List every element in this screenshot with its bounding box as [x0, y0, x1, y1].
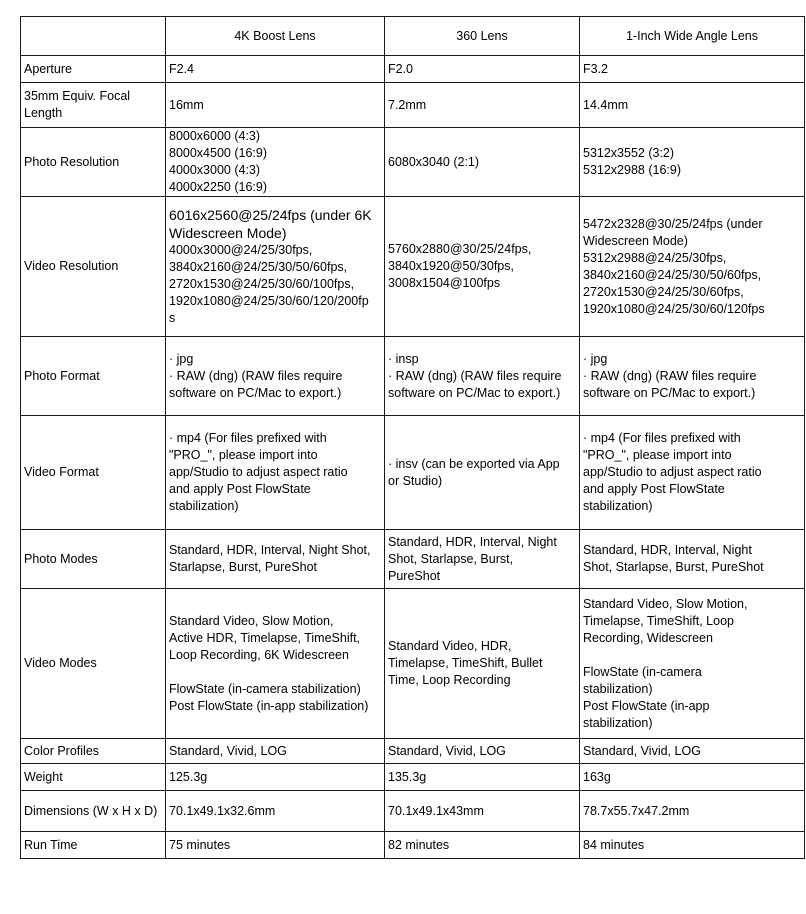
spec-row-weight [21, 764, 805, 791]
cell-line: Timelapse, TimeShift, Bullet [388, 656, 543, 670]
cell-line: 3840x2160@24/25/30/50/60fps, [583, 267, 762, 282]
cell-line: · RAW (dng) (RAW files require [169, 368, 343, 383]
cell-line: 16mm [169, 97, 204, 112]
cell-line: · insp [388, 351, 419, 366]
cell-line: Standard, Vivid, LOG [583, 743, 701, 758]
spec-row-aperture [21, 56, 805, 83]
cell-photo-format-4k-boost [166, 337, 385, 416]
cell-line: Active HDR, Timelapse, TimeShift, [169, 630, 361, 645]
cell-line: 70.1x49.1x43mm [388, 803, 484, 818]
cell-line: 84 minutes [583, 837, 645, 852]
cell-line: 163g [583, 769, 611, 784]
cell-line: "PRO_", please import into [583, 448, 732, 462]
cell-video-modes-360 [385, 589, 580, 739]
cell-line: 135.3g [388, 769, 427, 784]
cell-line: 5312x2988 (16:9) [583, 163, 681, 177]
spec-row-focal-length [21, 83, 805, 128]
cell-aperture-1-inch [580, 56, 805, 83]
cell-line: Standard, Vivid, LOG [169, 743, 287, 758]
cell-line: Recording, Widescreen [583, 630, 713, 645]
header-360-lens: 360 Lens [385, 17, 580, 56]
cell-video-resolution-360 [385, 197, 580, 337]
cell-video-format-4k-boost [166, 416, 385, 530]
cell-video-modes-4k-boost [166, 589, 385, 739]
cell-line: stabilization) [583, 715, 653, 730]
cell-photo-format-1-inch [580, 337, 805, 416]
cell-line: 78.7x55.7x47.2mm [583, 803, 690, 818]
cell-aperture-4k-boost [166, 56, 385, 83]
cell-color-profiles-360 [385, 739, 580, 764]
cell-line: 1920x1080@24/25/30/60/120/200fp [169, 294, 369, 308]
cell-line: Standard, HDR, Interval, Night Shot, [169, 543, 371, 557]
cell-line: Standard, HDR, Interval, Night [583, 543, 752, 557]
cell-photo-resolution-360 [385, 128, 580, 197]
cell-run-time-360 [385, 832, 580, 859]
cell-line: 70.1x49.1x32.6mm [169, 803, 276, 818]
cell-line: Time, Loop Recording [388, 673, 511, 687]
cell-line: F2.4 [169, 61, 195, 76]
cell-line: stabilization) [583, 681, 653, 696]
cell-line: 6080x3040 (2:1) [388, 154, 480, 169]
cell-photo-resolution-4k-boost [166, 128, 385, 197]
cell-line: Post FlowState (in-app [583, 698, 710, 713]
cell-line: software on PC/Mac to export.) [169, 385, 342, 400]
cell-line: Loop Recording, 6K Widescreen [169, 647, 349, 662]
spec-row-video-resolution [21, 197, 805, 337]
spec-row-video-format [21, 416, 805, 530]
cell-gap [169, 664, 381, 681]
row-label-run-time: Run Time [21, 832, 166, 859]
cell-line: · RAW (dng) (RAW files require [388, 368, 562, 383]
cell-video-format-360 [385, 416, 580, 530]
cell-line: "PRO_", please import into [169, 448, 318, 462]
cell-line: Standard Video, Slow Motion, [169, 613, 334, 628]
cell-line: and apply Post FlowState [583, 482, 725, 496]
cell-focal-length-360 [385, 83, 580, 128]
cell-line: Shot, Starlapse, Burst, PureShot [583, 560, 764, 574]
cell-photo-resolution-1-inch [580, 128, 805, 197]
header-row [21, 17, 805, 56]
cell-line: 125.3g [169, 769, 208, 784]
row-label-aperture: Aperture [21, 56, 166, 83]
spec-row-photo-resolution [21, 128, 805, 197]
cell-photo-format-360 [385, 337, 580, 416]
header-4k-boost-lens: 4K Boost Lens [166, 17, 385, 56]
cell-line: Shot, Starlapse, Burst, [388, 551, 514, 566]
row-label-photo-resolution: Photo Resolution [21, 128, 166, 197]
cell-line: 5760x2880@30/25/24fps, [388, 242, 532, 256]
cell-line: · RAW (dng) (RAW files require [583, 368, 757, 383]
row-label-photo-modes: Photo Modes [21, 530, 166, 589]
cell-line: 4000x2250 (16:9) [169, 180, 267, 194]
row-label-dimensions: Dimensions (W x H x D) [21, 791, 166, 832]
cell-line: Standard Video, Slow Motion, [583, 596, 748, 611]
spec-row-video-modes [21, 589, 805, 739]
cell-dimensions-4k-boost [166, 791, 385, 832]
cell-line: Standard Video, HDR, [388, 639, 512, 653]
cell-weight-1-inch [580, 764, 805, 791]
cell-line: 3840x2160@24/25/30/50/60fps, [169, 260, 348, 274]
cell-photo-modes-360 [385, 530, 580, 589]
cell-photo-modes-1-inch [580, 530, 805, 589]
cell-line: FlowState (in-camera [583, 664, 702, 679]
cell-line: · jpg [583, 351, 608, 366]
header-1-inch-wide-angle-lens: 1-Inch Wide Angle Lens [580, 17, 805, 56]
cell-line: stabilization) [583, 499, 653, 513]
cell-dimensions-1-inch [580, 791, 805, 832]
cell-run-time-1-inch [580, 832, 805, 859]
cell-line: 4000x3000 (4:3) [169, 163, 261, 177]
cell-line: 8000x4500 (16:9) [169, 146, 267, 160]
cell-line: 4000x3000@24/25/30fps, [169, 243, 313, 257]
cell-line: software on PC/Mac to export.) [583, 385, 756, 400]
cell-video-resolution-4k-boost [166, 197, 385, 337]
cell-gap [583, 647, 801, 664]
cell-line: and apply Post FlowState [169, 482, 311, 496]
spec-row-photo-modes [21, 530, 805, 589]
cell-focal-length-1-inch [580, 83, 805, 128]
cell-line: 3840x1920@50/30fps, [388, 259, 514, 273]
spec-body [21, 56, 805, 859]
cell-line: app/Studio to adjust aspect ratio [583, 465, 762, 479]
cell-line: 5312x3552 (3:2) [583, 146, 675, 160]
cell-line: FlowState (in-camera stabilization) [169, 681, 361, 696]
cell-line: stabilization) [169, 499, 239, 513]
cell-line: or Studio) [388, 473, 443, 488]
cell-line: 6016x2560@25/24fps (under 6K [169, 207, 372, 223]
cell-line: Timelapse, TimeShift, Loop [583, 613, 734, 628]
cell-line: 82 minutes [388, 837, 450, 852]
cell-weight-360 [385, 764, 580, 791]
cell-color-profiles-4k-boost [166, 739, 385, 764]
cell-line: app/Studio to adjust aspect ratio [169, 465, 348, 479]
header-corner-cell [21, 17, 166, 56]
cell-line: · jpg [169, 351, 194, 366]
cell-weight-4k-boost [166, 764, 385, 791]
cell-line: 75 minutes [169, 837, 231, 852]
cell-dimensions-360 [385, 791, 580, 832]
cell-color-profiles-1-inch [580, 739, 805, 764]
cell-focal-length-4k-boost [166, 83, 385, 128]
row-label-weight: Weight [21, 764, 166, 791]
cell-line: · mp4 (For files prefixed with [583, 431, 741, 445]
cell-line: · mp4 (For files prefixed with [169, 431, 327, 445]
spec-row-run-time [21, 832, 805, 859]
cell-line: 8000x6000 (4:3) [169, 129, 261, 143]
cell-line: · insv (can be exported via App [388, 456, 560, 471]
cell-video-resolution-1-inch [580, 197, 805, 337]
cell-line: Standard, Vivid, LOG [388, 743, 506, 758]
row-label-focal-length: 35mm Equiv. Focal Length [21, 83, 166, 128]
cell-line: s [169, 311, 176, 325]
lens-spec-table [20, 16, 805, 859]
cell-line: Widescreen Mode) [583, 233, 688, 248]
cell-line: Standard, HDR, Interval, Night [388, 534, 557, 549]
cell-line: 14.4mm [583, 97, 629, 112]
cell-line: 3008x1504@100fps [388, 276, 501, 290]
cell-run-time-4k-boost [166, 832, 385, 859]
cell-line: software on PC/Mac to export.) [388, 385, 561, 400]
cell-video-modes-1-inch [580, 589, 805, 739]
cell-line: F3.2 [583, 61, 609, 76]
cell-photo-modes-4k-boost [166, 530, 385, 589]
cell-line: 5312x2988@24/25/30fps, [583, 250, 727, 265]
cell-line: 1920x1080@24/25/30/60/120fps [583, 301, 765, 316]
cell-line: Widescreen Mode) [169, 225, 287, 241]
cell-line: 2720x1530@24/25/30/60fps, [583, 284, 744, 299]
cell-aperture-360 [385, 56, 580, 83]
cell-line: F2.0 [388, 61, 414, 76]
row-label-video-resolution: Video Resolution [21, 197, 166, 337]
cell-video-format-1-inch [580, 416, 805, 530]
cell-line: Starlapse, Burst, PureShot [169, 560, 317, 574]
row-label-color-profiles: Color Profiles [21, 739, 166, 764]
cell-line: PureShot [388, 568, 441, 583]
row-label-video-modes: Video Modes [21, 589, 166, 739]
cell-line: 7.2mm [388, 97, 427, 112]
row-label-video-format: Video Format [21, 416, 166, 530]
spec-row-color-profiles [21, 739, 805, 764]
row-label-photo-format: Photo Format [21, 337, 166, 416]
spec-row-photo-format [21, 337, 805, 416]
cell-line: Post FlowState (in-app stabilization) [169, 698, 369, 713]
cell-line: 5472x2328@30/25/24fps (under [583, 216, 763, 231]
spec-row-dimensions [21, 791, 805, 832]
cell-line: 2720x1530@24/25/30/60/100fps, [169, 277, 355, 291]
